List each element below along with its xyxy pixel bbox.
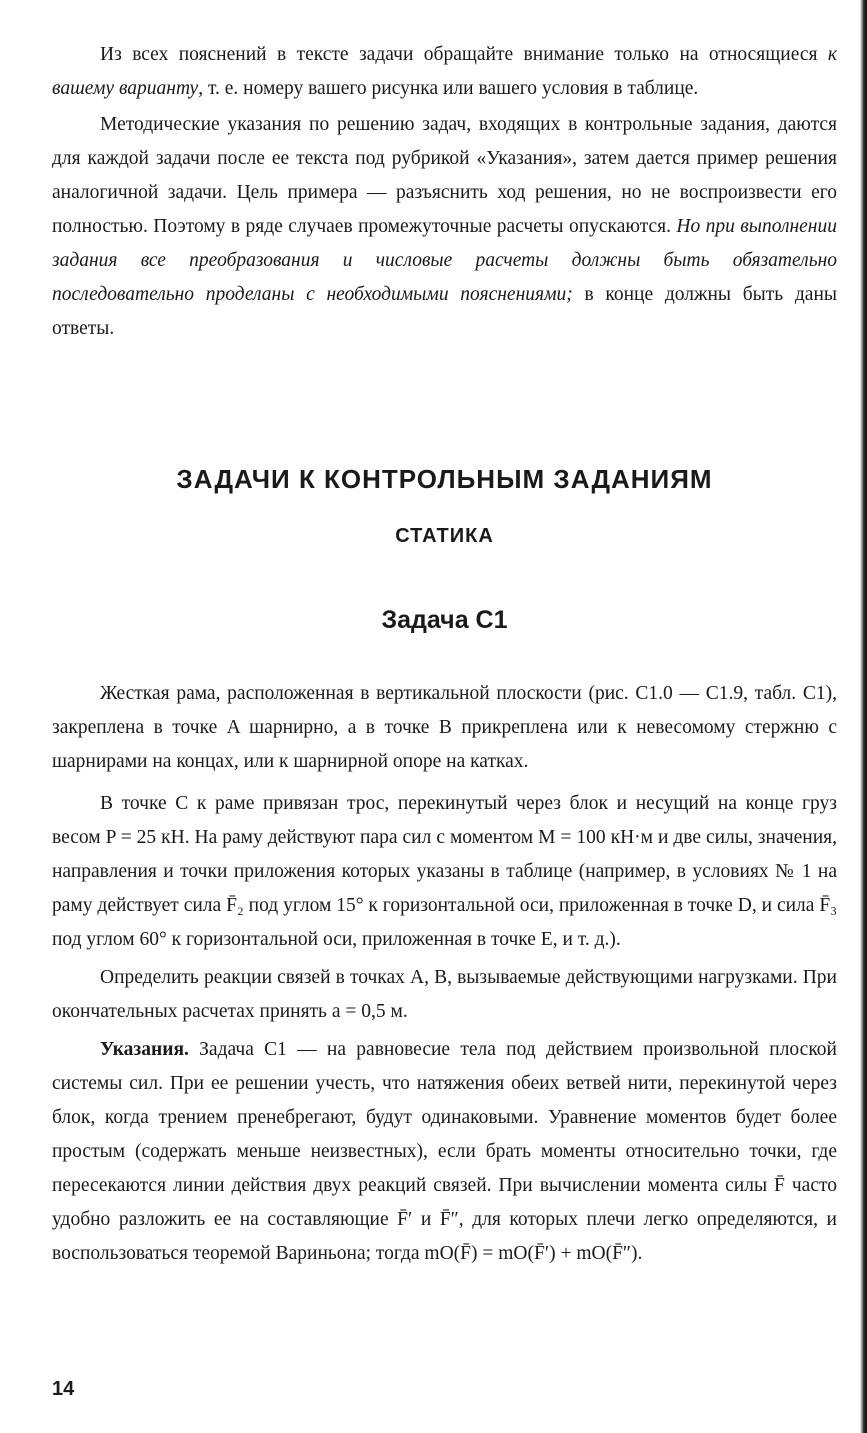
intro-paragraph-1: Из всех пояснений в тексте задачи обращайте внимание только на относящиеся к вашему варианту, т. е. номеру вашего рисунка или вашего условия в таблице.	[52, 44, 837, 99]
page-number: 14	[52, 1378, 75, 1400]
instructions-label: Указания.	[100, 1039, 189, 1060]
task-paragraph-1: Жесткая рама, расположенная в вертикальной плоскости (рис. С1.0 — С1.9, табл. С1), закреплена в точке A шарнирно, а в точке B прикреплена или к невесомому стержню с шарнирами на концах, или к шарнирной опоре на катках.	[52, 683, 837, 772]
task-paragraph-3: Определить реакции связей в точках A, B, вызываемые действующими нагрузками. При окончательных расчетах принять a = 0,5 м.	[52, 967, 837, 1022]
task-paragraph-2: В точке C к раме привязан трос, перекинутый через блок и несущий на конце груз весом P = 25 кН. На раму действуют пара сил с моментом M = 100 кН·м и две силы, значения, направления и точки приложения которых указаны в таблице (например, в условиях № 1 на раму действует сила F̄₂ под углом 15° к горизонтальной оси, приложенная в точке D, и сила F̄₃ под углом 60° к горизонтальной оси, приложенная в точке E, и т. д.).	[52, 793, 837, 950]
intro-paragraph-2: Методические указания по решению задач, входящих в контрольные задания, даются для каждой задачи после ее текста под рубрикой «Указания», затем дается пример решения аналогичной задачи. Цель примера — разъяснить ход решения, но не воспроизвести его полностью. Поэтому в ряде случаев промежуточные расчеты опускаются. Но при выполнении задания все преобразования и числовые расчеты должны быть обязательно последовательно проделаны с необходимыми пояснениями; в конце должны быть даны ответы.	[52, 114, 837, 339]
page-content	[52, 38, 837, 1271]
binding-edge-shadow	[860, 0, 867, 1433]
task-instructions: Указания. Задача С1 — на равновесие тела под действием произвольной плоской системы сил. При ее решении учесть, что натяжения обеих ветвей нити, перекинутой через блок, когда трением пренебрегают, будут одинаковыми. Уравнение моментов будет более простым (содержать меньше неизвестных), если брать моменты относительно точки, где пересекаются линии действия двух реакций связей. При вычислении момента силы F̄ часто удобно разложить ее на составляющие F̄′ и F̄″, для которых плечи легко определяются, и воспользоваться теоремой Вариньона; тогда mO(F̄) = mO(F̄′) + mO(F̄″).	[52, 1039, 837, 1264]
section-title: ЗАДАЧИ К КОНТРОЛЬНЫМ ЗАДАНИЯМ	[176, 464, 713, 494]
subsection-title: СТАТИКА	[395, 525, 494, 547]
task-title: Задача С1	[381, 606, 508, 634]
